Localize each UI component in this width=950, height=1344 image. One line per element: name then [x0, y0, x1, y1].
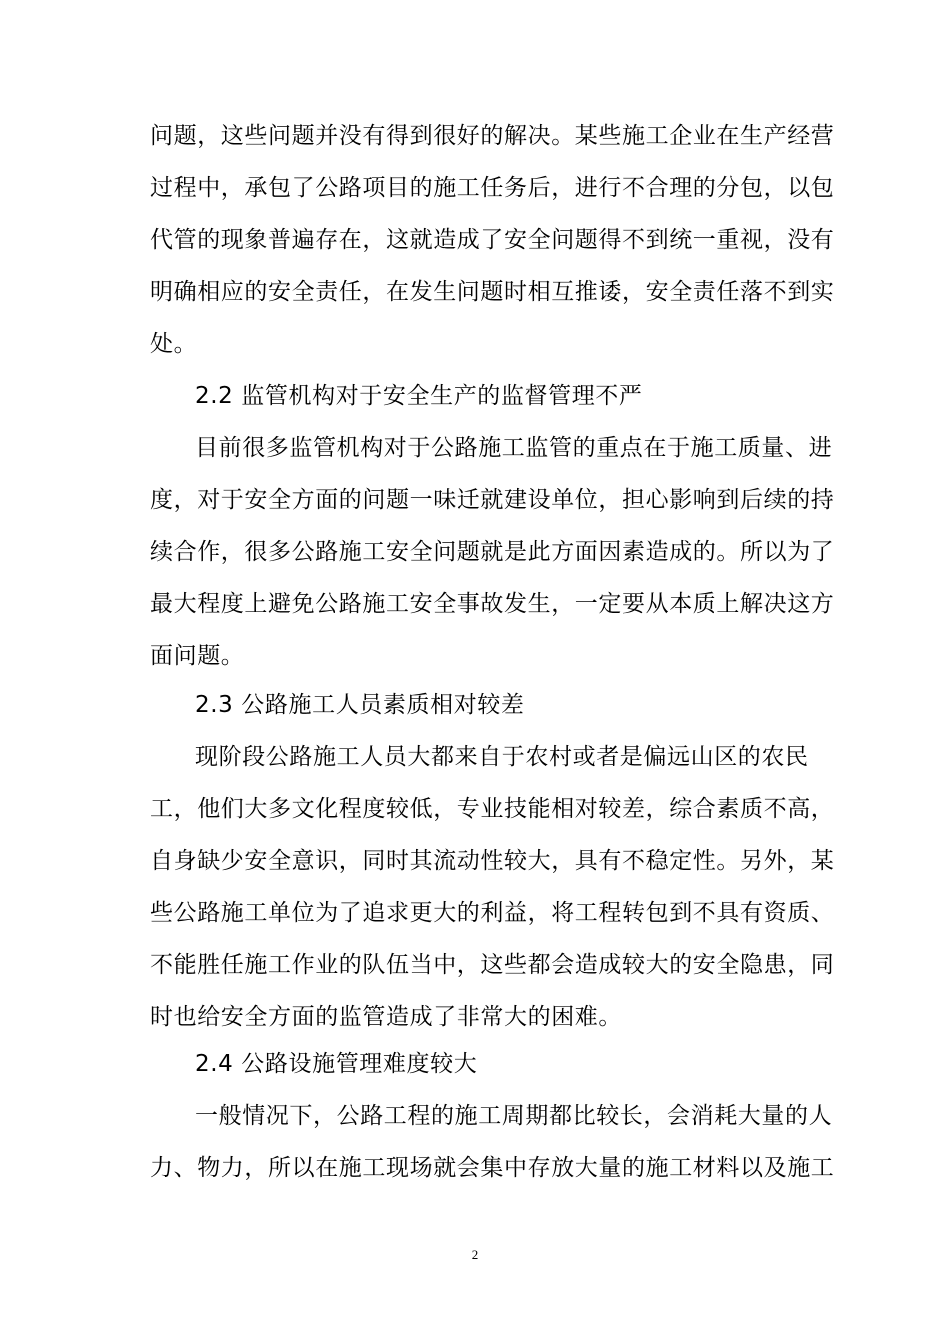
- body-line: 面问题。: [150, 643, 245, 669]
- section-heading-2-3: 2.3 公路施工人员素质相对较差: [195, 692, 525, 718]
- body-line: 一般情况下，公路工程的施工周期都比较长，会消耗大量的人: [195, 1103, 833, 1129]
- body-line: 力、物力，所以在施工现场就会集中存放大量的施工材料以及施工: [150, 1155, 835, 1181]
- section-heading-2-4: 2.4 公路设施管理难度较大: [195, 1051, 478, 1077]
- body-line: 目前很多监管机构对于公路施工监管的重点在于施工质量、进: [195, 435, 833, 461]
- section-heading-2-2: 2.2 监管机构对于安全生产的监督管理不严: [195, 383, 643, 409]
- body-line: 最大程度上避免公路施工安全事故发生，一定要从本质上解决这方: [150, 591, 835, 617]
- body-line: 现阶段公路施工人员大都来自于农村或者是偏远山区的农民: [195, 744, 809, 770]
- page-number: 2: [471, 1247, 479, 1262]
- body-line: 时也给安全方面的监管造成了非常大的困难。: [150, 1004, 622, 1030]
- body-line: 工，他们大多文化程度较低，专业技能相对较差，综合素质不高，: [150, 796, 835, 822]
- body-line: 明确相应的安全责任，在发生问题时相互推诿，安全责任落不到实: [150, 279, 835, 305]
- body-line: 自身缺少安全意识，同时其流动性较大，具有不稳定性。另外，某: [150, 848, 835, 874]
- body-line: 处。: [150, 331, 198, 357]
- body-line: 些公路施工单位为了追求更大的利益，将工程转包到不具有资质、: [150, 900, 835, 926]
- body-line: 问题，这些问题并没有得到很好的解决。某些施工企业在生产经营: [150, 123, 835, 149]
- body-line: 不能胜任施工作业的队伍当中，这些都会造成较大的安全隐患，同: [150, 952, 835, 978]
- body-line: 代管的现象普遍存在，这就造成了安全问题得不到统一重视，没有: [150, 227, 835, 253]
- body-line: 过程中，承包了公路项目的施工任务后，进行不合理的分包，以包: [150, 175, 835, 201]
- body-line: 度，对于安全方面的问题一味迁就建设单位，担心影响到后续的持: [150, 487, 835, 513]
- body-line: 续合作，很多公路施工安全问题就是此方面因素造成的。所以为了: [150, 539, 835, 565]
